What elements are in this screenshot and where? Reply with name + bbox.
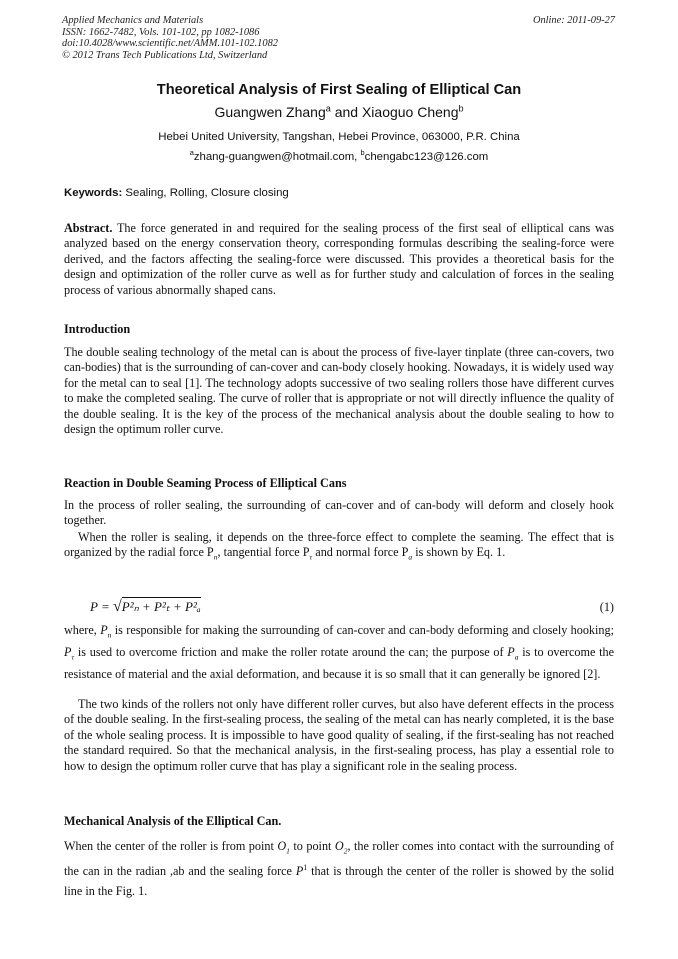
author-1-sup: a xyxy=(325,103,331,114)
mech-t4: ,ab and the sealing force xyxy=(169,864,296,879)
email-b[interactable]: chengabc123@126.com xyxy=(364,151,489,163)
author-and: and xyxy=(330,104,362,120)
reaction-p2-d: is shown by Eq. 1. xyxy=(412,545,506,560)
email-a-sup: a xyxy=(189,148,194,158)
keywords xyxy=(64,187,289,199)
equation-1 xyxy=(90,598,201,616)
section-heading-reaction: Reaction in Double Seaming Process of Elliptical Cans xyxy=(64,476,347,490)
journal-name: Applied Mechanics and Materials xyxy=(62,15,204,26)
mech-t2: to point xyxy=(289,839,335,853)
keywords-text: Sealing, Rolling, Closure closing xyxy=(122,187,289,199)
reaction-paragraph-2: When the roller is sealing, it depends on the three-force effect to complete the seaming. The effect that is organized by the radial force $P_n$, tangential force $P_\tau$ and normal force $P_a$ is shown by Eq. 1. xyxy=(64,530,614,562)
affiliation: Hebei United University, Tangshan, Hebei Province, 063000, P.R. China xyxy=(158,131,520,143)
abstract-label: Abstract. xyxy=(64,221,113,235)
author-1: Guangwen Zhang xyxy=(214,104,326,120)
equation-rhs: P²ₙ + P²ₜ + P²ₐ xyxy=(121,599,201,614)
mech-t5: that is through the center of the roller is showed by the solid line in the Fig. 1. xyxy=(64,864,615,899)
introduction-paragraph: The double sealing technology of the metal can is about the process of five-layer tinplate (three can-covers, two can-bodies) that is the surrounding of can-cover and can-body closely hooking. Nowadays, it is widely used way for the metal can to seal [1]. The technology adopts successive of two sealing rollers those have different curves to make the completed sealing. The curve of roller that is appropriate or not will directly influence the quality of the double sealing. It is the key of the process of the mechanical analysis about the double sealing to how to design the optimum roller curve. xyxy=(64,345,614,437)
online-date: Online: 2011-09-27 xyxy=(532,15,615,26)
reaction-p2-a: When the roller is sealing, it depends on the three-force effect to complete the seaming. The effect that is organized by the radial force P xyxy=(64,530,614,560)
email-line xyxy=(0,148,678,163)
email-a[interactable]: zhang-guangwen@hotmail.com, xyxy=(193,151,361,163)
reaction-paragraph-4: The two kinds of the rollers not only have different roller curves, but also have deferent effects in the process of the double sealing. In the first-sealing process, the sealing of the metal can has nearly completed, it is the base of the whole sealing process. It is impossible to have good quality of sealing, if the first-sealing has not reached the standard required. So that the mechanical analysis, in the first-sealing process, has play a essential role to how to design the optimum roller curve that has play a significant role in the sealing process. xyxy=(64,697,614,773)
mech-t3: , the roller comes into contact with the surrounding of the can in the radian xyxy=(64,839,614,879)
mech-t1: When the center of the roller is from point xyxy=(64,839,278,853)
section-heading-mechanical: Mechanical Analysis of the Elliptical Can. xyxy=(64,814,282,828)
email-b-sup: b xyxy=(360,148,365,158)
keywords-label: Keywords: xyxy=(64,187,123,199)
reaction-p3-c: is used to overcome friction and make the roller rotate around the can; the purpose of xyxy=(74,645,508,660)
sqrt-symbol: √ xyxy=(112,598,122,615)
author-line xyxy=(0,104,678,120)
reaction-paragraph-1: In the process of roller sealing, the surrounding of can-cover and of can-body will deform and closely hook together. xyxy=(64,498,614,528)
reaction-p2-b: , tangential force P xyxy=(217,545,310,560)
author-2-sup: b xyxy=(458,103,464,114)
reaction-p3-a: where, xyxy=(64,623,101,637)
reaction-paragraph-3: where, $P_n$ is responsible for making the surrounding of can-cover and can-body deforming and closely hooking; $P_\tau$ is used to overcome friction and make the roller rotate around the can; the purpose of $P_a$ is to overcome the resistance of material and the axial deformation, and because it is so small that it can generally be ignored [2]. xyxy=(64,623,615,682)
reaction-p3-d: is to overcome the resistance of material and the axial deformation, and because it is so small that it can generally be ignored [2]. xyxy=(64,645,615,682)
equation-lhs: P = xyxy=(90,599,113,614)
equation-number: (1) xyxy=(599,600,614,614)
doi-line: doi:10.4028/www.scientific.net/AMM.101-102.1082 xyxy=(62,38,278,50)
paper-title: Theoretical Analysis of First Sealing of Elliptical Can xyxy=(156,82,522,98)
reaction-p3-b: is responsible for making the surrounding of can-cover and can-body deforming and closely hooking; xyxy=(111,623,614,637)
abstract xyxy=(64,221,614,298)
mechanical-paragraph: When the center of the roller is from point $O_1$ to point $O_2$, the roller comes into contact with the surrounding of the can in the radian ,ab and the sealing force $P^1$ that is through the center of the roller is showed by the solid line in the Fig. 1. xyxy=(64,839,615,899)
reaction-p2-c: and normal force P xyxy=(312,545,409,560)
copyright-line: © 2012 Trans Tech Publications Ltd, Switzerland xyxy=(62,49,268,61)
section-heading-introduction: Introduction xyxy=(64,322,131,336)
abstract-text: The force generated in and required for the sealing process of the first seal of elliptical cans was analyzed based on the energy conservation theory, corresponding formulas describing the sealing-force were derived, and the factors affecting the sealing-force were discussed. This provides a theoretical basis for the design and optimization of the roller curve as well as for further study and calculation of forces in the sealing process of various abnormally shaped cans. xyxy=(64,221,614,297)
issn-line: ISSN: 1662-7482, Vols. 101-102, pp 1082-1086 xyxy=(62,26,260,38)
journal-header xyxy=(62,15,278,61)
author-2: Xiaoguo Cheng xyxy=(361,104,459,120)
